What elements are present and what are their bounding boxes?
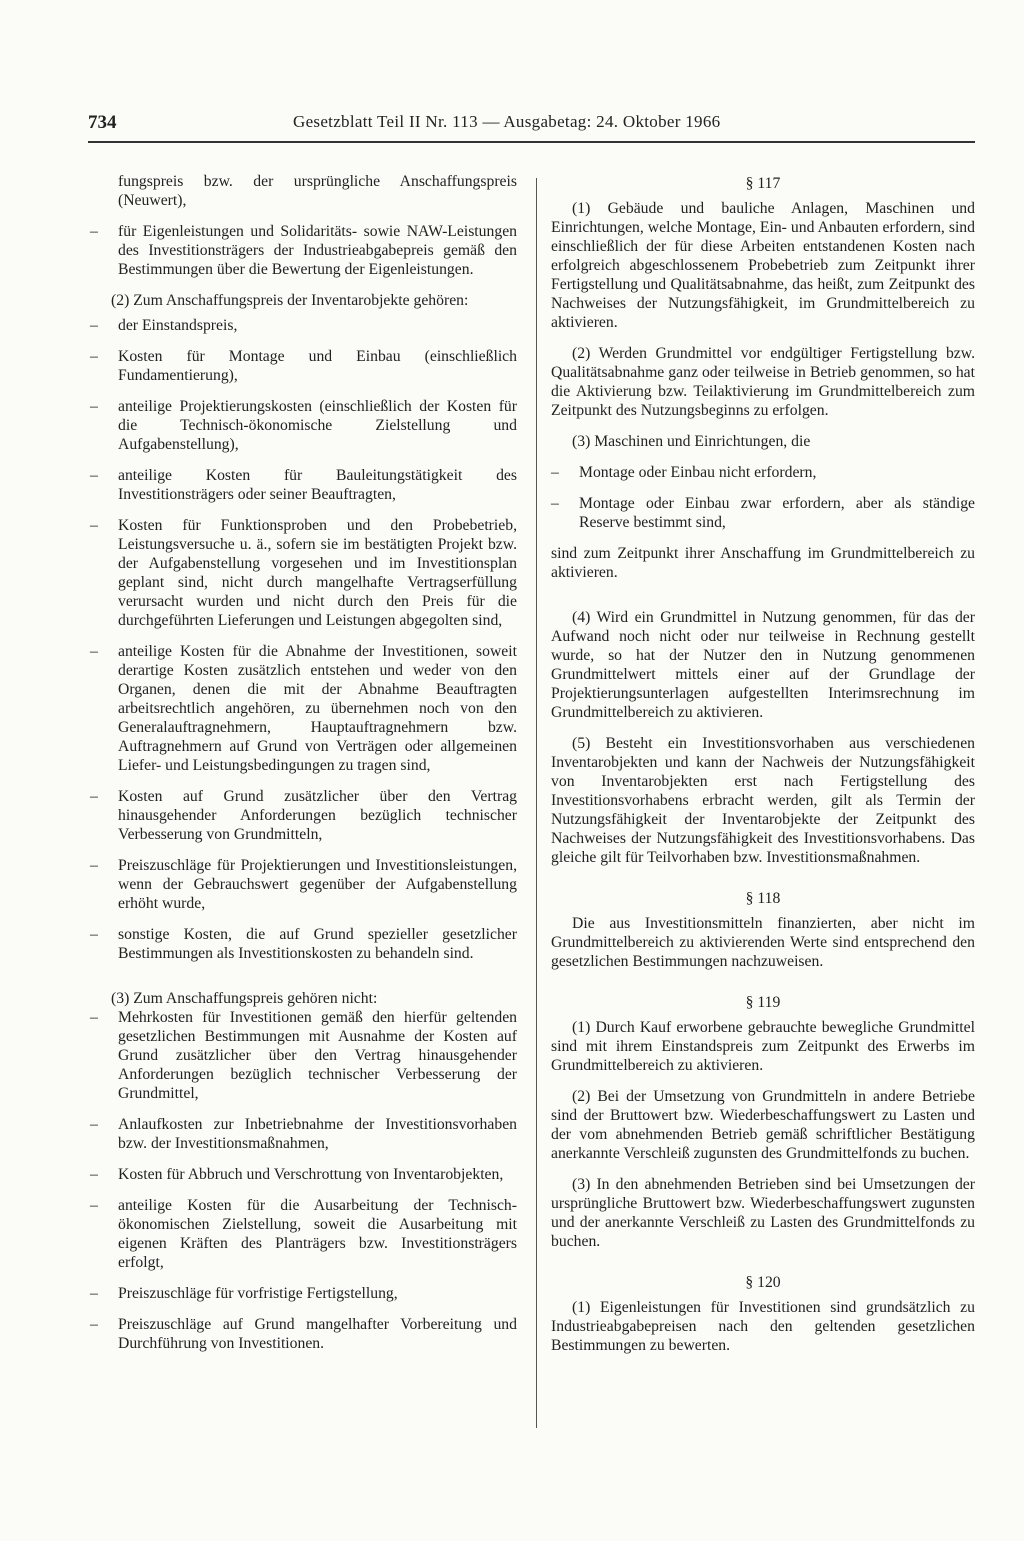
list-item: – Montage oder Einbau nicht erfordern, <box>551 463 975 482</box>
list-item: – Preiszuschläge auf Grund mangelhafter Vorbereitung und Durchführung von Investitionen. <box>90 1315 517 1353</box>
s117-paragraph-5: (5) Besteht ein Investitionsvorhaben aus verschiedenen Inventarobjekten und kann der Nachweis der Nutzungsfähigkeit von Inventarobjekten erst nach Fertigstellung des Investitionsvorhabens erbracht werden, gilt als Termin der Nutzungsfähigkeit der Inventarobjekte der Zeitpunkt des Nachweises der Nutzungsfähigkeit des Investitionsvorhabens. Das gleiche gilt für Teilvorhaben bzw. Investitionsmaßnahmen. <box>551 735 975 866</box>
intro-line: fungspreis bzw. der ursprüngliche Anschaffungspreis (Neuwert), <box>118 173 517 209</box>
s117-paragraph-3-end: sind zum Zeitpunkt ihrer Anschaffung im Grundmittelbereich zu aktivieren. <box>551 545 975 581</box>
section-heading-118: § 118 <box>745 890 781 907</box>
list-item: – für Eigenleistungen und Solidaritäts- sowie NAW-Leistungen des Investitionsträgers der Industrieabgabepreis gemäß den Bestimmungen über die Bewertung der Eigenleistungen. <box>90 222 517 279</box>
column-divider <box>536 178 537 1428</box>
list-paragraph-2 <box>90 316 517 963</box>
s117-paragraph-1: (1) Gebäude und bauliche Anlagen, Maschinen und Einrichtungen, welche Montage, Ein- und Anbauten erfordern, sind einschließlich der für diese Arbeiten entstandenen Kosten nach erfolgreich abgeschlossenem Probebetrieb zum Zeitpunkt ihrer Fertigstellung und Qualitätsabnahme, das heißt, zum Zeitpunkt des Nachweises der Nutzungsfähigkeit, im Grundmittelbereich zu aktivieren. <box>551 200 975 331</box>
list-item: – Anlaufkosten zur Inbetriebnahme der Investitionsvorhaben bzw. der Investitionsmaßnahmen, <box>90 1115 517 1153</box>
page-header <box>88 112 976 144</box>
s119-paragraph-3: (3) In den abnehmenden Betrieben sind bei Umsetzungen der ursprüngliche Bruttowert bzw. Wiederbeschaffungswert zugunsten und der anerkannte Verschleiß zu Lasten des Grundmittelfonds zu buchen. <box>551 1176 975 1250</box>
list-item: – anteilige Kosten für die Ausarbeitung der Technisch-ökonomischen Zielstellung, soweit die Ausarbeitung mit eigenen Kräften des Planträgers bzw. Investitionsträgers erfolgt, <box>90 1196 517 1272</box>
list-item: – Preiszuschläge für Projektierungen und Investitionsleistungen, wenn der Gebrauchswert gegenüber der Aufgabenstellung erhöht wurde, <box>90 856 517 913</box>
section-heading-117: § 117 <box>745 175 781 192</box>
s117-list <box>551 463 975 532</box>
list-item: – Kosten auf Grund zusätzlicher über den Vertrag hinausgehender Anforderungen bezüglich technischer Verbesserung von Grundmitteln, <box>90 787 517 844</box>
list-paragraph-3 <box>90 1008 517 1353</box>
running-title: Gesetzblatt Teil II Nr. 113 — Ausgabetag: 24. Oktober 1966 <box>293 112 721 131</box>
s119-paragraph-2: (2) Bei der Umsetzung von Grundmitteln in andere Betriebe sind der Bruttowert bzw. Wiederbeschaffungswert zu Lasten und der vom abnehmenden Betrieb gemäß schriftlicher Bestätigung anerkannte Verschleiß zugunsten des Grundmittelfonds zu buchen. <box>551 1088 975 1162</box>
intro-list <box>90 222 517 279</box>
s118-paragraph-1: Die aus Investitionsmitteln finanzierten, aber nicht im Grundmittelbereich zu aktivierenden Werte sind entsprechend den gesetzlichen Bestimmungen nachzuweisen. <box>551 915 975 970</box>
right-column <box>551 172 975 1355</box>
list-item: – anteilige Kosten für Bauleitungstätigkeit des Investitionsträgers oder seiner Beauftragten, <box>90 466 517 504</box>
s117-paragraph-4: (4) Wird ein Grundmittel in Nutzung genommen, für das der Aufwand noch nicht oder nur teilweise in Rechnung gestellt wurde, so hat der Nutzer den in Nutzung genommenen Grundmittelwert mittels einer auf der Grundlage der Projektierungsunterlagen aufgestellten Interimsrechnung im Grundmittelbereich zu aktivieren. <box>551 609 975 721</box>
paragraph-2: (2) Zum Anschaffungspreis der Inventarobjekte gehören: <box>111 292 469 309</box>
list-item: – Mehrkosten für Investitionen gemäß den hierfür geltenden gesetzlichen Bestimmungen mit Ausnahme der Kosten auf Grund zusätzlicher über den Vertrag hinausgehender Anforderungen bezüglich technischer Verbesserung der Grundmittel, <box>90 1008 517 1103</box>
page-number: 734 <box>88 112 117 133</box>
list-item: – der Einstandspreis, <box>90 316 517 335</box>
left-column <box>90 172 517 1353</box>
list-item: – Montage oder Einbau zwar erfordern, aber als ständige Reserve bestimmt sind, <box>551 494 975 532</box>
section-heading-119: § 119 <box>745 994 781 1011</box>
header-rule <box>88 141 975 143</box>
s119-paragraph-1: (1) Durch Kauf erworbene gebrauchte bewegliche Grundmittel sind mit ihrem Einstandspreis zum Zeitpunkt des Erwerbs im Grundmittelbereich zu aktivieren. <box>551 1019 975 1074</box>
list-item: – sonstige Kosten, die auf Grund spezieller gesetzlicher Bestimmungen als Investitionskosten zu behandeln sind. <box>90 925 517 963</box>
list-item: – Kosten für Montage und Einbau (einschließlich Fundamentierung), <box>90 347 517 385</box>
list-item: – anteilige Projektierungskosten (einschließlich der Kosten für die Technisch-ökonomische Zielstellung und Aufgabenstellung), <box>90 397 517 454</box>
s120-paragraph-1: (1) Eigenleistungen für Investitionen sind grundsätzlich zu Industrieabgabepreisen nach den geltenden gesetzlichen Bestimmungen zu bewerten. <box>551 1299 975 1354</box>
s117-paragraph-3: (3) Maschinen und Einrichtungen, die <box>572 433 811 450</box>
list-item: – Preiszuschläge für vorfristige Fertigstellung, <box>90 1284 517 1303</box>
list-item: – Kosten für Abbruch und Verschrottung von Inventarobjekten, <box>90 1165 517 1184</box>
list-item: – anteilige Kosten für die Abnahme der Investitionen, soweit derartige Kosten zusätzlich entstehen und weder von den Organen, denen die mit der Abnahme Beauftragten arbeitsrechtlich angehören, zu übernehmen noch von den Generalauftragnehmern, Hauptauftragnehmern bzw. Auftragnehmern auf Grund von Verträgen oder allgemeinen Liefer- und Leistungsbedingungen zu tragen sind, <box>90 642 517 775</box>
s117-paragraph-2: (2) Werden Grundmittel vor endgültiger Fertigstellung bzw. Qualitätsabnahme ganz oder teilweise in Betrieb genommen, so hat die Aktivierung bzw. Teilaktivierung im Grundmittelbereich zum Zeitpunkt des Nutzungsbeginns zu erfolgen. <box>551 345 975 419</box>
paragraph-3: (3) Zum Anschaffungspreis gehören nicht: <box>111 990 378 1007</box>
section-heading-120: § 120 <box>745 1274 781 1291</box>
list-item: – Kosten für Funktionsproben und den Probebetrieb, Leistungsversuche u. ä., sofern sie im bestätigten Projekt bzw. der Aufgabenstellung vorgesehen und im Investitionsplan geplant sind, nicht durch mangelhafte Vertragserfüllung verursacht wurden und nicht durch den Preis für die durchgeführten Lieferungen und Leistungen abgegolten sind, <box>90 516 517 630</box>
